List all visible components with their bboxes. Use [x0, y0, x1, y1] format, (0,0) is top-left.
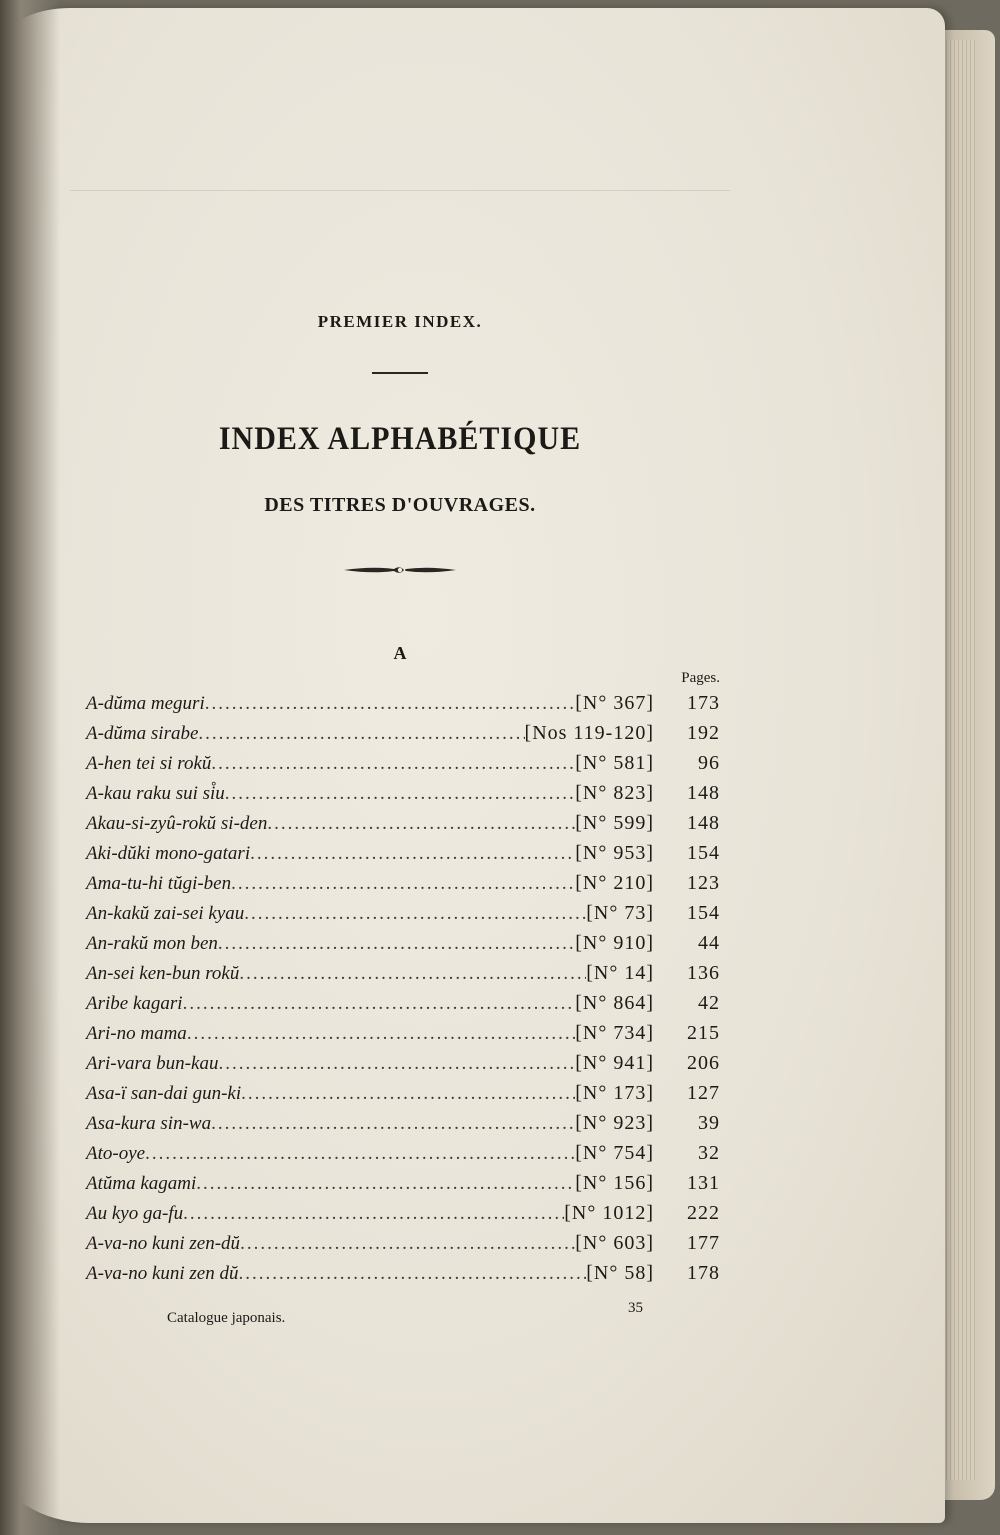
entry-reference: [N° 941] — [575, 1052, 654, 1074]
entry-reference: [N° 156] — [575, 1172, 654, 1194]
entry-page-number: 192 — [687, 722, 720, 744]
dot-leader — [225, 783, 575, 805]
index-entry — [86, 992, 720, 1022]
entry-title: A-hen tei si rokŭ — [86, 753, 212, 774]
ornament-divider — [342, 562, 458, 578]
entry-page-number: 222 — [687, 1202, 720, 1224]
entry-page-number: 148 — [687, 812, 720, 834]
dot-leader — [238, 1263, 586, 1285]
dot-leader — [231, 873, 575, 895]
dot-leader — [241, 1083, 575, 1105]
index-entry — [86, 1082, 720, 1112]
dot-leader — [187, 1023, 575, 1045]
entry-page-number: 206 — [687, 1052, 720, 1074]
index-entry — [86, 692, 720, 722]
entry-reference: [N° 14] — [586, 962, 654, 984]
index-entry — [86, 782, 720, 812]
book-spine-shadow — [0, 0, 60, 1535]
entry-page-number: 127 — [687, 1082, 720, 1104]
index-entry — [86, 1172, 720, 1202]
entry-title: A-dŭma sirabe — [86, 723, 199, 744]
dot-leader — [198, 723, 524, 745]
entry-reference: [Nos 119-120] — [524, 722, 654, 744]
entry-title: Ari-vara bun-kau — [86, 1053, 219, 1074]
entry-page-number: 44 — [698, 932, 720, 954]
dot-leader — [240, 1233, 575, 1255]
pages-column-header: Pages. — [681, 670, 720, 686]
entry-reference: [N° 210] — [575, 872, 654, 894]
entry-title: An-kakŭ zai-sei kyau — [86, 903, 245, 924]
page-title: INDEX ALPHABÉTIQUE — [218, 420, 582, 457]
entry-reference: [N° 1012] — [564, 1202, 654, 1224]
entry-reference: [N° 58] — [586, 1262, 654, 1284]
premier-index-heading: PREMIER INDEX. — [317, 312, 483, 331]
entry-page-number: 131 — [687, 1172, 720, 1194]
entry-reference: [N° 910] — [575, 932, 654, 954]
entry-page-number: 148 — [687, 782, 720, 804]
dot-leader — [244, 903, 586, 925]
dot-leader — [205, 693, 576, 715]
entry-title: Asa-kura sin-wa — [86, 1113, 212, 1134]
index-entry — [86, 1202, 720, 1232]
index-entry — [86, 812, 720, 842]
dot-leader — [250, 843, 575, 865]
entry-page-number: 154 — [687, 842, 720, 864]
page-subtitle: DES TITRES D'OUVRAGES. — [264, 494, 536, 516]
entry-title: Ari-no mama — [86, 1023, 187, 1044]
entry-page-number: 42 — [698, 992, 720, 1014]
entry-reference: [N° 603] — [575, 1232, 654, 1254]
dot-leader — [196, 1173, 575, 1195]
index-entry — [86, 872, 720, 902]
entry-title: Au kyo ga-fu — [86, 1203, 184, 1224]
entry-reference: [N° 73] — [586, 902, 654, 924]
index-entry — [86, 722, 720, 752]
footer-catalogue: Catalogue japonais. — [167, 1310, 286, 1326]
entry-title: A-dŭma meguri — [86, 693, 205, 714]
dot-leader — [183, 1203, 564, 1225]
heading-rule — [372, 372, 428, 374]
entry-page-number: 123 — [687, 872, 720, 894]
entry-reference: [N° 581] — [575, 752, 654, 774]
index-entry — [86, 1232, 720, 1262]
dot-leader — [239, 963, 586, 985]
entry-reference: [N° 367] — [575, 692, 654, 714]
index-entry — [86, 1022, 720, 1052]
entry-reference: [N° 953] — [575, 842, 654, 864]
entry-title: Atŭma kagami — [86, 1173, 197, 1194]
entry-page-number: 178 — [687, 1262, 720, 1284]
entry-page-number: 215 — [687, 1022, 720, 1044]
entry-page-number: 177 — [687, 1232, 720, 1254]
section-letter: A — [393, 643, 407, 663]
entry-reference: [N° 923] — [575, 1112, 654, 1134]
entry-title: Ama-tu-hi tŭgi-ben — [86, 873, 232, 894]
dot-leader — [218, 1053, 575, 1075]
entry-title: An-sei ken-bun rokŭ — [86, 963, 240, 984]
entry-reference: [N° 754] — [575, 1142, 654, 1164]
entry-title: Aki-dŭki mono-gatari — [86, 843, 251, 864]
entry-title: Akau-si-zyû-rokŭ si-den — [86, 813, 268, 834]
index-entry — [86, 842, 720, 872]
entry-reference: [N° 823] — [575, 782, 654, 804]
entry-page-number: 39 — [698, 1112, 720, 1134]
entry-page-number: 96 — [698, 752, 720, 774]
entry-page-number: 154 — [687, 902, 720, 924]
index-entry — [86, 1262, 720, 1292]
entry-reference: [N° 173] — [575, 1082, 654, 1104]
dot-leader — [211, 753, 575, 775]
index-entry — [86, 932, 720, 962]
index-entry — [86, 1052, 720, 1082]
show-through-text — [70, 168, 730, 191]
index-entry — [86, 752, 720, 782]
index-entry — [86, 1142, 720, 1172]
entry-title: Ato-oye — [86, 1143, 146, 1164]
footer-signature: 35 — [628, 1300, 643, 1316]
dot-leader — [145, 1143, 575, 1165]
entry-title: A-va-no kuni zen-dŭ — [86, 1233, 241, 1254]
entry-reference: [N° 599] — [575, 812, 654, 834]
entry-reference: [N° 734] — [575, 1022, 654, 1044]
entry-title: Aribe kagari — [86, 993, 183, 1014]
entry-title: An-rakŭ mon ben — [86, 933, 218, 954]
index-entries — [86, 692, 720, 1292]
dot-leader — [218, 933, 575, 955]
entry-page-number: 136 — [687, 962, 720, 984]
index-entry — [86, 902, 720, 932]
entry-title: A-va-no kuni zen dŭ — [86, 1263, 239, 1284]
dot-leader — [183, 993, 576, 1015]
index-entry — [86, 962, 720, 992]
entry-title: A-kau raku sui si̊u — [86, 783, 225, 804]
dot-leader — [267, 813, 575, 835]
index-entry — [86, 1112, 720, 1142]
entry-page-number: 32 — [698, 1142, 720, 1164]
entry-page-number: 173 — [687, 692, 720, 714]
entry-reference: [N° 864] — [575, 992, 654, 1014]
entry-title: Asa-ï san-dai gun-ki — [86, 1083, 242, 1104]
dot-leader — [211, 1113, 575, 1135]
